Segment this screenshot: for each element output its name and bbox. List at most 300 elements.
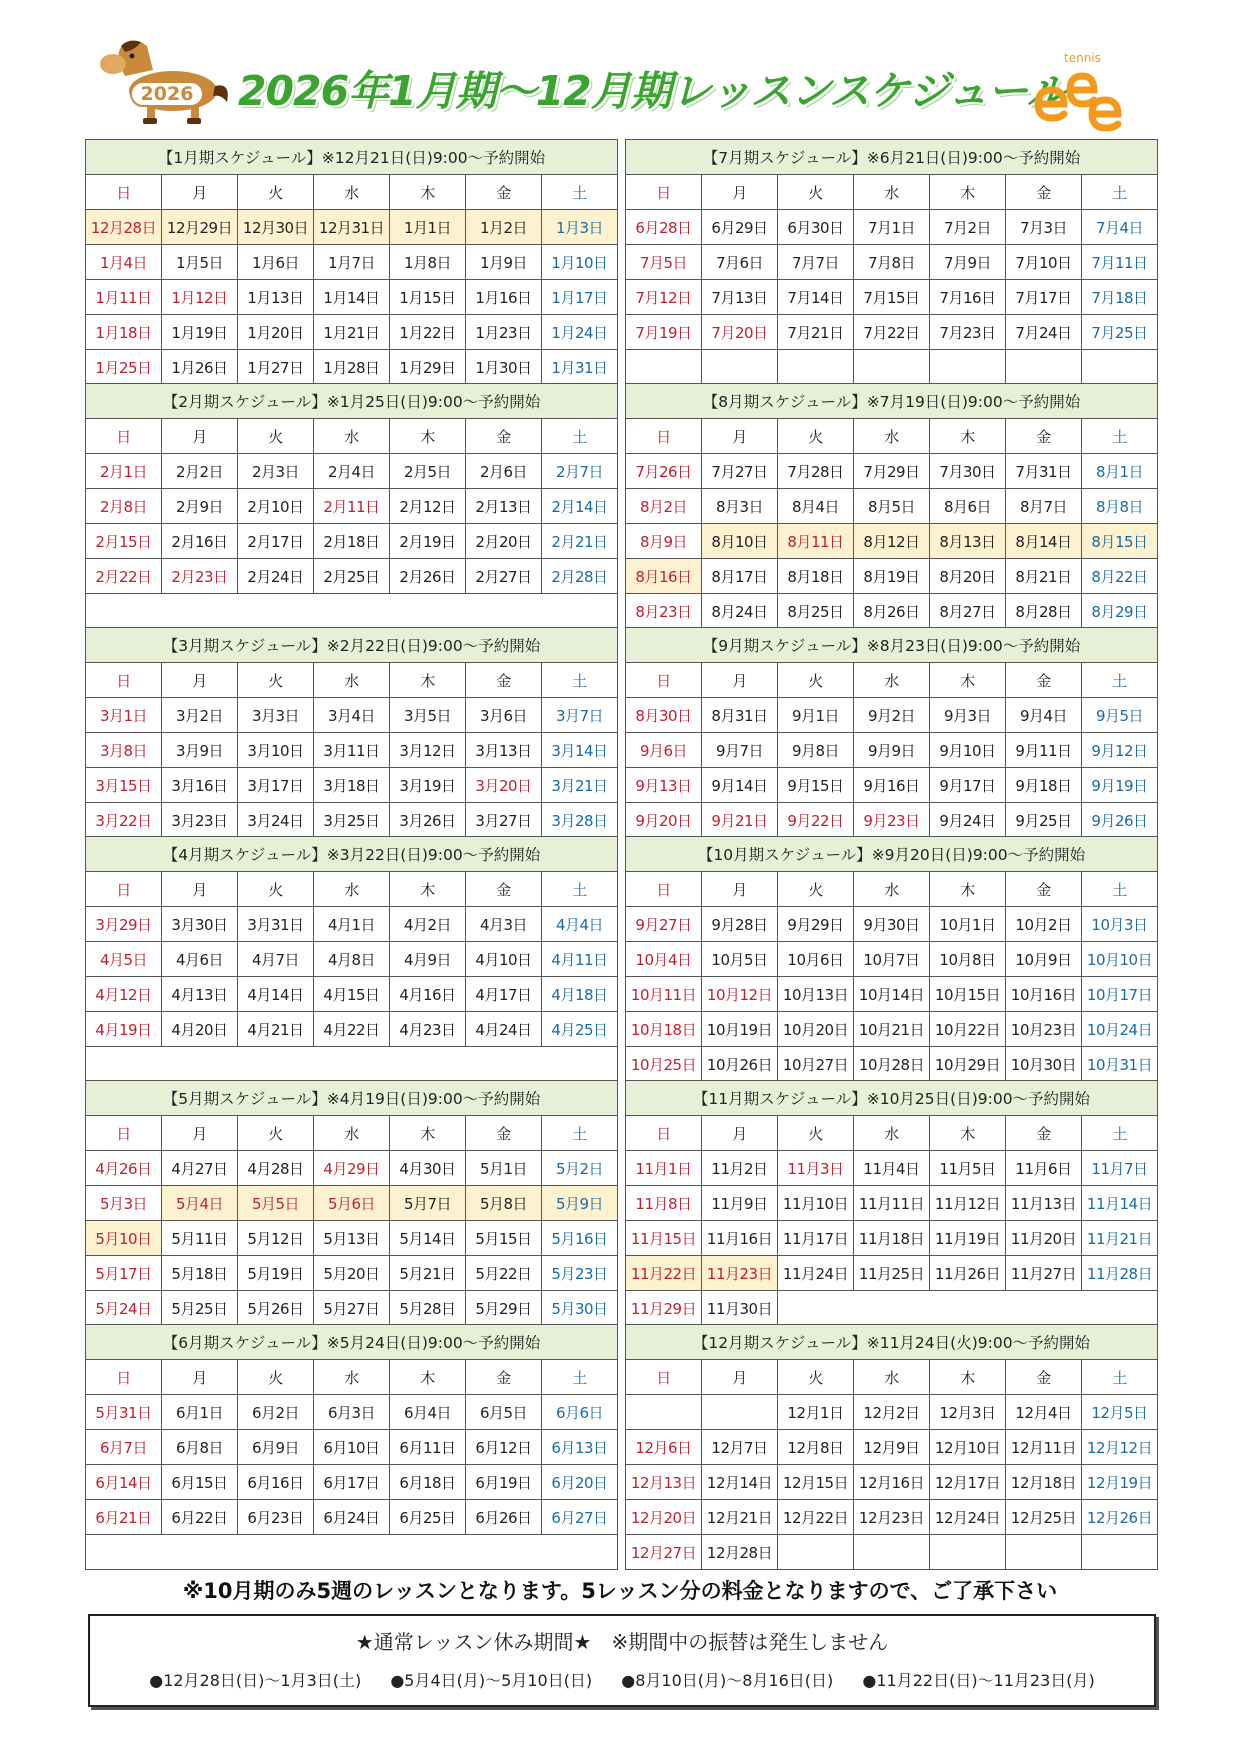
day-cell: 3月10日 bbox=[238, 733, 314, 768]
week-row bbox=[86, 1291, 618, 1326]
day-cell: 10月23日 bbox=[1006, 1012, 1082, 1047]
weekday-header: 月 bbox=[162, 175, 238, 210]
month-calendar bbox=[85, 627, 618, 838]
day-cell: 10月29日 bbox=[930, 1047, 1006, 1082]
day-cell: 7月7日 bbox=[778, 245, 854, 280]
day-cell: 7月31日 bbox=[1006, 454, 1082, 489]
day-cell: 10月1日 bbox=[930, 907, 1006, 942]
week-row bbox=[86, 280, 618, 315]
week-row bbox=[626, 524, 1158, 559]
day-cell: 4月2日 bbox=[390, 907, 466, 942]
day-cell: 1月23日 bbox=[466, 315, 542, 350]
week-row bbox=[626, 698, 1158, 733]
day-cell: 4月5日 bbox=[86, 942, 162, 977]
week-row bbox=[86, 1186, 618, 1221]
week-row bbox=[626, 1256, 1158, 1291]
day-cell: 10月9日 bbox=[1006, 942, 1082, 977]
week-row bbox=[86, 1047, 618, 1082]
weekday-header: 日 bbox=[86, 1116, 162, 1151]
day-cell: 6月18日 bbox=[390, 1465, 466, 1500]
day-cell: 1月2日 bbox=[466, 210, 542, 245]
day-cell: 9月18日 bbox=[1006, 768, 1082, 803]
weekday-header: 土 bbox=[542, 1360, 618, 1395]
day-cell: 10月15日 bbox=[930, 977, 1006, 1012]
day-cell: 9月27日 bbox=[626, 907, 702, 942]
day-cell: 4月14日 bbox=[238, 977, 314, 1012]
page-header bbox=[0, 0, 1240, 140]
holiday-period: ●11月22日(日)～11月23日(月) bbox=[862, 1671, 1095, 1690]
day-cell: 5月15日 bbox=[466, 1221, 542, 1256]
weekday-header: 日 bbox=[626, 1116, 702, 1151]
holiday-period: ●12月28日(日)～1月3日(土) bbox=[149, 1671, 362, 1690]
weekday-header: 木 bbox=[390, 1360, 466, 1395]
day-cell: 3月24日 bbox=[238, 803, 314, 838]
day-cell: 9月6日 bbox=[626, 733, 702, 768]
month-calendar bbox=[85, 836, 618, 1082]
day-cell: 12月4日 bbox=[1006, 1395, 1082, 1430]
day-cell: 8月28日 bbox=[1006, 594, 1082, 629]
day-cell: 3月6日 bbox=[466, 698, 542, 733]
week-row bbox=[626, 733, 1158, 768]
day-cell: 2月13日 bbox=[466, 489, 542, 524]
weekday-header: 土 bbox=[542, 419, 618, 454]
weekday-header: 火 bbox=[238, 419, 314, 454]
day-cell: 2月25日 bbox=[314, 559, 390, 594]
day-cell: 1月24日 bbox=[542, 315, 618, 350]
day-cell: 3月8日 bbox=[86, 733, 162, 768]
day-cell: 3月13日 bbox=[466, 733, 542, 768]
day-cell: 4月1日 bbox=[314, 907, 390, 942]
day-cell: 7月6日 bbox=[702, 245, 778, 280]
day-cell: 6月10日 bbox=[314, 1430, 390, 1465]
day-cell: 8月1日 bbox=[1082, 454, 1158, 489]
day-cell: 7月18日 bbox=[1082, 280, 1158, 315]
day-cell: 12月3日 bbox=[930, 1395, 1006, 1430]
day-cell: 12月13日 bbox=[626, 1465, 702, 1500]
day-cell: 1月1日 bbox=[390, 210, 466, 245]
day-cell: 2月5日 bbox=[390, 454, 466, 489]
week-row bbox=[626, 280, 1158, 315]
day-cell: 7月4日 bbox=[1082, 210, 1158, 245]
day-cell: 12月28日 bbox=[86, 210, 162, 245]
day-cell bbox=[930, 350, 1006, 385]
day-cell: 12月23日 bbox=[854, 1500, 930, 1535]
day-cell: 2月26日 bbox=[390, 559, 466, 594]
week-row bbox=[86, 768, 618, 803]
day-cell: 6月14日 bbox=[86, 1465, 162, 1500]
weekday-header: 金 bbox=[466, 872, 542, 907]
weekday-header: 火 bbox=[778, 1360, 854, 1395]
day-cell: 6月2日 bbox=[238, 1395, 314, 1430]
day-cell: 5月2日 bbox=[542, 1151, 618, 1186]
week-row bbox=[626, 1047, 1158, 1082]
week-row bbox=[626, 1500, 1158, 1535]
day-cell: 8月21日 bbox=[1006, 559, 1082, 594]
week-row bbox=[86, 210, 618, 245]
day-cell: 10月22日 bbox=[930, 1012, 1006, 1047]
day-cell: 6月25日 bbox=[390, 1500, 466, 1535]
month-title: 【6月期スケジュール】※5月24日(日)9:00～予約開始 bbox=[86, 1325, 618, 1360]
day-cell: 2月2日 bbox=[162, 454, 238, 489]
holiday-period: ●5月4日(月)～5月10日(日) bbox=[390, 1671, 593, 1690]
day-cell: 9月9日 bbox=[854, 733, 930, 768]
weekday-header: 日 bbox=[626, 419, 702, 454]
day-cell: 8月20日 bbox=[930, 559, 1006, 594]
day-cell: 6月22日 bbox=[162, 1500, 238, 1535]
week-row bbox=[626, 1535, 1158, 1570]
day-cell: 5月3日 bbox=[86, 1186, 162, 1221]
day-cell bbox=[626, 1395, 702, 1430]
weekday-header: 火 bbox=[238, 872, 314, 907]
day-cell: 7月28日 bbox=[778, 454, 854, 489]
day-cell: 8月8日 bbox=[1082, 489, 1158, 524]
weekday-header: 金 bbox=[466, 1116, 542, 1151]
month-calendar bbox=[85, 1324, 618, 1570]
week-row bbox=[86, 315, 618, 350]
week-row bbox=[626, 1186, 1158, 1221]
weekday-header: 土 bbox=[1082, 1116, 1158, 1151]
day-cell: 9月22日 bbox=[778, 803, 854, 838]
day-cell: 10月2日 bbox=[1006, 907, 1082, 942]
day-cell: 4月7日 bbox=[238, 942, 314, 977]
weekday-header: 月 bbox=[702, 663, 778, 698]
weekday-header: 月 bbox=[162, 1360, 238, 1395]
day-cell: 11月22日 bbox=[626, 1256, 702, 1291]
day-cell: 6月8日 bbox=[162, 1430, 238, 1465]
day-cell: 7月13日 bbox=[702, 280, 778, 315]
day-cell: 1月7日 bbox=[314, 245, 390, 280]
day-cell: 5月6日 bbox=[314, 1186, 390, 1221]
day-cell: 5月5日 bbox=[238, 1186, 314, 1221]
day-cell: 9月13日 bbox=[626, 768, 702, 803]
week-row bbox=[86, 698, 618, 733]
weekday-header: 月 bbox=[702, 419, 778, 454]
day-cell: 10月20日 bbox=[778, 1012, 854, 1047]
day-cell: 3月7日 bbox=[542, 698, 618, 733]
week-row bbox=[626, 315, 1158, 350]
horse-mascot-icon bbox=[95, 36, 235, 126]
week-row bbox=[626, 1291, 1158, 1326]
day-cell: 12月31日 bbox=[314, 210, 390, 245]
week-row bbox=[86, 594, 618, 629]
day-cell: 11月5日 bbox=[930, 1151, 1006, 1186]
day-cell: 12月9日 bbox=[854, 1430, 930, 1465]
day-cell: 1月14日 bbox=[314, 280, 390, 315]
day-cell: 1月10日 bbox=[542, 245, 618, 280]
day-cell bbox=[930, 1535, 1006, 1570]
day-cell: 3月23日 bbox=[162, 803, 238, 838]
day-cell: 5月11日 bbox=[162, 1221, 238, 1256]
weekday-header: 日 bbox=[626, 663, 702, 698]
week-row bbox=[86, 559, 618, 594]
day-cell: 4月25日 bbox=[542, 1012, 618, 1047]
day-cell bbox=[854, 1535, 930, 1570]
day-cell: 9月10日 bbox=[930, 733, 1006, 768]
day-cell: 8月24日 bbox=[702, 594, 778, 629]
badge-year: 2026 bbox=[140, 83, 194, 105]
weekday-header: 月 bbox=[162, 663, 238, 698]
weekday-header: 土 bbox=[1082, 872, 1158, 907]
weekday-header: 木 bbox=[390, 175, 466, 210]
day-cell: 9月15日 bbox=[778, 768, 854, 803]
week-row bbox=[86, 524, 618, 559]
week-row bbox=[86, 1430, 618, 1465]
day-cell bbox=[778, 350, 854, 385]
day-cell: 11月15日 bbox=[626, 1221, 702, 1256]
day-cell: 6月27日 bbox=[542, 1500, 618, 1535]
week-row bbox=[86, 733, 618, 768]
day-cell: 9月17日 bbox=[930, 768, 1006, 803]
day-cell: 8月5日 bbox=[854, 489, 930, 524]
day-cell: 7月12日 bbox=[626, 280, 702, 315]
month-calendar bbox=[85, 1080, 618, 1326]
day-cell: 10月16日 bbox=[1006, 977, 1082, 1012]
day-cell: 10月25日 bbox=[626, 1047, 702, 1082]
week-row bbox=[86, 350, 618, 385]
day-cell: 9月3日 bbox=[930, 698, 1006, 733]
day-cell: 10月14日 bbox=[854, 977, 930, 1012]
day-cell: 2月24日 bbox=[238, 559, 314, 594]
weekday-header: 土 bbox=[1082, 1360, 1158, 1395]
week-row bbox=[626, 1430, 1158, 1465]
weekday-header: 金 bbox=[466, 1360, 542, 1395]
month-calendar bbox=[625, 1080, 1158, 1326]
week-row bbox=[86, 907, 618, 942]
day-cell bbox=[1006, 1535, 1082, 1570]
day-cell bbox=[1082, 350, 1158, 385]
day-cell: 2月11日 bbox=[314, 489, 390, 524]
day-cell: 1月8日 bbox=[390, 245, 466, 280]
day-cell: 4月18日 bbox=[542, 977, 618, 1012]
day-cell: 8月11日 bbox=[778, 524, 854, 559]
day-cell: 11月14日 bbox=[1082, 1186, 1158, 1221]
month-calendar bbox=[85, 383, 618, 629]
day-cell: 3月27日 bbox=[466, 803, 542, 838]
day-cell: 6月24日 bbox=[314, 1500, 390, 1535]
week-row bbox=[626, 977, 1158, 1012]
day-cell: 10月4日 bbox=[626, 942, 702, 977]
day-cell: 9月7日 bbox=[702, 733, 778, 768]
weekday-header: 水 bbox=[314, 663, 390, 698]
day-cell: 9月5日 bbox=[1082, 698, 1158, 733]
weekday-header: 木 bbox=[390, 872, 466, 907]
weekday-header: 金 bbox=[1006, 419, 1082, 454]
weekday-header: 金 bbox=[466, 419, 542, 454]
day-cell: 12月28日 bbox=[702, 1535, 778, 1570]
day-cell: 2月27日 bbox=[466, 559, 542, 594]
weekday-header: 木 bbox=[930, 419, 1006, 454]
day-cell: 1月29日 bbox=[390, 350, 466, 385]
weekday-header: 土 bbox=[542, 872, 618, 907]
day-cell: 11月9日 bbox=[702, 1186, 778, 1221]
day-cell: 6月17日 bbox=[314, 1465, 390, 1500]
day-cell: 4月8日 bbox=[314, 942, 390, 977]
day-cell: 1月18日 bbox=[86, 315, 162, 350]
week-row bbox=[626, 454, 1158, 489]
day-cell: 10月18日 bbox=[626, 1012, 702, 1047]
day-cell: 11月3日 bbox=[778, 1151, 854, 1186]
week-row bbox=[86, 1012, 618, 1047]
day-cell: 4月19日 bbox=[86, 1012, 162, 1047]
day-cell: 4月27日 bbox=[162, 1151, 238, 1186]
day-cell: 5月25日 bbox=[162, 1291, 238, 1326]
day-cell: 11月1日 bbox=[626, 1151, 702, 1186]
weekday-header: 土 bbox=[1082, 663, 1158, 698]
day-cell: 4月11日 bbox=[542, 942, 618, 977]
weekday-header: 水 bbox=[314, 1116, 390, 1151]
month-title: 【3月期スケジュール】※2月22日(日)9:00～予約開始 bbox=[86, 628, 618, 663]
weekday-header: 火 bbox=[238, 175, 314, 210]
day-cell: 11月16日 bbox=[702, 1221, 778, 1256]
day-cell: 7月16日 bbox=[930, 280, 1006, 315]
day-cell: 9月2日 bbox=[854, 698, 930, 733]
week-row bbox=[86, 977, 618, 1012]
day-cell: 10月24日 bbox=[1082, 1012, 1158, 1047]
day-cell: 2月15日 bbox=[86, 524, 162, 559]
day-cell: 4月26日 bbox=[86, 1151, 162, 1186]
week-row bbox=[626, 350, 1158, 385]
day-cell: 1月27日 bbox=[238, 350, 314, 385]
weekday-header: 水 bbox=[854, 175, 930, 210]
day-cell: 1月11日 bbox=[86, 280, 162, 315]
weekday-header: 日 bbox=[86, 663, 162, 698]
week-row bbox=[86, 1465, 618, 1500]
day-cell: 11月17日 bbox=[778, 1221, 854, 1256]
day-cell: 2月21日 bbox=[542, 524, 618, 559]
weekday-header: 木 bbox=[930, 1360, 1006, 1395]
day-cell: 10月17日 bbox=[1082, 977, 1158, 1012]
day-cell: 8月23日 bbox=[626, 594, 702, 629]
weekday-header: 水 bbox=[854, 872, 930, 907]
day-cell: 10月7日 bbox=[854, 942, 930, 977]
day-cell: 7月23日 bbox=[930, 315, 1006, 350]
weekday-header: 金 bbox=[466, 175, 542, 210]
weekday-header: 金 bbox=[1006, 175, 1082, 210]
day-cell: 9月26日 bbox=[1082, 803, 1158, 838]
weekday-header: 火 bbox=[778, 419, 854, 454]
day-cell: 12月6日 bbox=[626, 1430, 702, 1465]
week-row bbox=[86, 1221, 618, 1256]
month-calendar bbox=[625, 627, 1158, 838]
day-cell: 7月11日 bbox=[1082, 245, 1158, 280]
day-cell: 1月13日 bbox=[238, 280, 314, 315]
day-cell: 5月17日 bbox=[86, 1256, 162, 1291]
week-row bbox=[86, 942, 618, 977]
day-cell: 3月12日 bbox=[390, 733, 466, 768]
day-cell: 1月17日 bbox=[542, 280, 618, 315]
day-cell: 4月23日 bbox=[390, 1012, 466, 1047]
month-calendar bbox=[625, 836, 1158, 1082]
day-cell: 6月13日 bbox=[542, 1430, 618, 1465]
day-cell: 12月30日 bbox=[238, 210, 314, 245]
weekday-header: 水 bbox=[314, 419, 390, 454]
day-cell: 4月9日 bbox=[390, 942, 466, 977]
month-title: 【1月期スケジュール】※12月21日(日)9:00～予約開始 bbox=[86, 140, 618, 175]
day-cell: 2月14日 bbox=[542, 489, 618, 524]
day-cell: 11月6日 bbox=[1006, 1151, 1082, 1186]
day-cell: 3月26日 bbox=[390, 803, 466, 838]
month-title: 【4月期スケジュール】※3月22日(日)9:00～予約開始 bbox=[86, 837, 618, 872]
week-row bbox=[86, 245, 618, 280]
day-cell: 8月9日 bbox=[626, 524, 702, 559]
day-cell: 2月3日 bbox=[238, 454, 314, 489]
day-cell: 8月6日 bbox=[930, 489, 1006, 524]
day-cell: 1月12日 bbox=[162, 280, 238, 315]
weekday-header: 火 bbox=[238, 1360, 314, 1395]
day-cell: 5月10日 bbox=[86, 1221, 162, 1256]
day-cell: 5月29日 bbox=[466, 1291, 542, 1326]
day-cell: 5月16日 bbox=[542, 1221, 618, 1256]
day-cell: 11月12日 bbox=[930, 1186, 1006, 1221]
day-cell: 7月21日 bbox=[778, 315, 854, 350]
weekday-header: 火 bbox=[778, 175, 854, 210]
day-cell: 2月1日 bbox=[86, 454, 162, 489]
day-cell: 6月3日 bbox=[314, 1395, 390, 1430]
month-title: 【8月期スケジュール】※7月19日(日)9:00～予約開始 bbox=[626, 384, 1158, 419]
day-cell: 7月25日 bbox=[1082, 315, 1158, 350]
month-calendar bbox=[625, 139, 1158, 385]
week-row bbox=[626, 210, 1158, 245]
day-cell: 12月19日 bbox=[1082, 1465, 1158, 1500]
day-cell: 4月28日 bbox=[238, 1151, 314, 1186]
day-cell: 4月10日 bbox=[466, 942, 542, 977]
day-cell: 4月22日 bbox=[314, 1012, 390, 1047]
day-cell: 7月10日 bbox=[1006, 245, 1082, 280]
day-cell: 2月9日 bbox=[162, 489, 238, 524]
day-cell: 7月19日 bbox=[626, 315, 702, 350]
day-cell: 4月3日 bbox=[466, 907, 542, 942]
week-row bbox=[626, 1395, 1158, 1430]
day-cell: 3月4日 bbox=[314, 698, 390, 733]
weekday-header: 木 bbox=[930, 872, 1006, 907]
week-row bbox=[626, 942, 1158, 977]
day-cell: 12月11日 bbox=[1006, 1430, 1082, 1465]
weekday-header: 土 bbox=[542, 175, 618, 210]
day-cell: 7月14日 bbox=[778, 280, 854, 315]
day-cell: 12月10日 bbox=[930, 1430, 1006, 1465]
day-cell: 11月7日 bbox=[1082, 1151, 1158, 1186]
day-cell: 8月25日 bbox=[778, 594, 854, 629]
day-cell: 11月13日 bbox=[1006, 1186, 1082, 1221]
day-cell: 8月26日 bbox=[854, 594, 930, 629]
day-cell: 9月29日 bbox=[778, 907, 854, 942]
day-cell: 12月22日 bbox=[778, 1500, 854, 1535]
day-cell: 11月24日 bbox=[778, 1256, 854, 1291]
day-cell: 12月14日 bbox=[702, 1465, 778, 1500]
day-cell: 9月24日 bbox=[930, 803, 1006, 838]
day-cell: 6月9日 bbox=[238, 1430, 314, 1465]
day-cell: 1月15日 bbox=[390, 280, 466, 315]
day-cell: 12月12日 bbox=[1082, 1430, 1158, 1465]
weekday-header: 水 bbox=[314, 872, 390, 907]
day-cell: 5月20日 bbox=[314, 1256, 390, 1291]
week-row bbox=[626, 1012, 1158, 1047]
week-row bbox=[86, 1256, 618, 1291]
day-cell: 9月19日 bbox=[1082, 768, 1158, 803]
day-cell: 7月30日 bbox=[930, 454, 1006, 489]
day-cell: 7月20日 bbox=[702, 315, 778, 350]
day-cell: 1月28日 bbox=[314, 350, 390, 385]
day-cell: 3月31日 bbox=[238, 907, 314, 942]
day-cell: 7月26日 bbox=[626, 454, 702, 489]
weekday-header: 日 bbox=[86, 1360, 162, 1395]
day-cell: 12月8日 bbox=[778, 1430, 854, 1465]
day-cell: 5月13日 bbox=[314, 1221, 390, 1256]
day-cell: 9月11日 bbox=[1006, 733, 1082, 768]
week-row bbox=[86, 1395, 618, 1430]
day-cell: 11月27日 bbox=[1006, 1256, 1082, 1291]
day-cell: 5月31日 bbox=[86, 1395, 162, 1430]
